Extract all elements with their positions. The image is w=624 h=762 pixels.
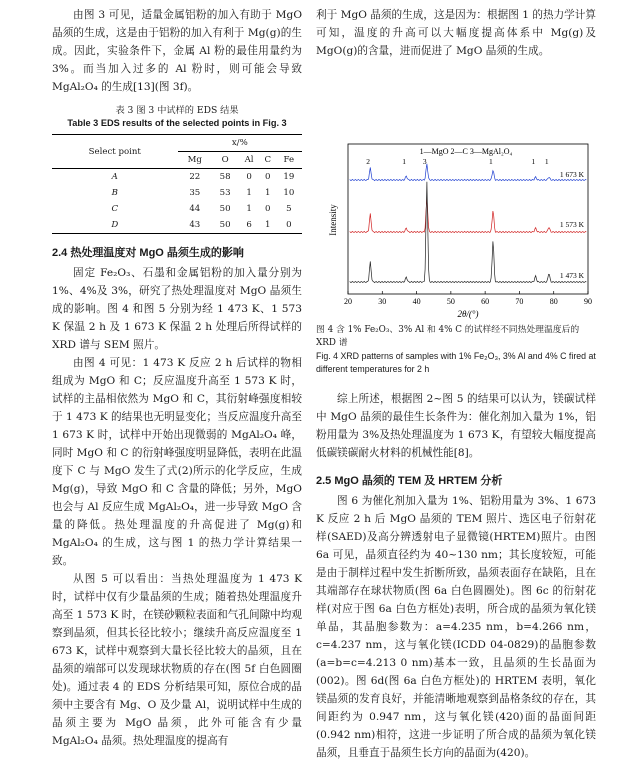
- table-caption-en: Table 3 EDS results of the selected points in Fig. 3: [67, 118, 287, 128]
- x-tick-label: 30: [378, 297, 387, 306]
- cell: 53: [219, 188, 231, 198]
- paragraph: 综上所述，根据图 2~图 5 的结果可以认为，镁碳试样中 MgO 晶须的最佳生长条件为：催化剂加入量为 1%，铝粉用量为 3%及热处理温度为 1 673 K，有望较大幅度提高低碳镁碳耐火材料的机械性能[8]。: [316, 393, 596, 459]
- column-header: Fe: [283, 155, 295, 165]
- table-caption: [52, 104, 302, 130]
- cell: B: [111, 188, 118, 198]
- paragraph: 由图 3 可见，适量金属铝粉的加入有助于 MgO 晶须的生成，这是由于铝粉的加入有利于 Mg(g)的生成。因此，实验条件下，金属 Al 粉的最佳用量约为 3%。而当加入过多的 Al 粉时，则可能会导致 MgAl₂O₄ 的生成[13](图 3f)。: [52, 9, 302, 93]
- table-row: [52, 169, 302, 186]
- x-tick-label: 20: [344, 297, 352, 306]
- x-tick-label: 90: [584, 297, 592, 306]
- paragraph: 由图 4 可见：1 473 K 反应 2 h 后试样的物相组成为 MgO 和 C；反应温度升高至 1 573 K 时，试样的主晶相依然为 MgO 和 C，其衍射峰强度相较于 1 473 K 的结果也无明显变化；当反应温度升高至 1 673 K 时，试样中开始出现微弱的 MgAl₂O₄ 峰，同时 MgO 和 C 的衍射峰强度明显降低，表明在此温度下 C 与 MgO 发生了式(2)所示的化学反应，生成 Mg(g)，导致 MgO 和 C 含量的降低；另外，MgO 也会与 Al 反应生成 MgAl₂O₄，进一步导致 MgO 含量的降低。热处理温度的升高促进了 Mg(g)和 MgAl₂O₄ 的生成，这与图 1 的热力学计算结果一致。: [52, 357, 302, 567]
- x-axis-label: 2θ/(°): [457, 309, 479, 319]
- cell: 0: [238, 169, 260, 186]
- cell: 44: [189, 204, 201, 214]
- cell: 35: [189, 188, 201, 198]
- section-heading: 2.4 热处理温度对 MgO 晶须生成的影响: [52, 247, 244, 259]
- peak-marker: 2: [366, 157, 371, 166]
- xrd-figure: [316, 142, 596, 320]
- paragraph: 固定 Fe₂O₃、石墨和金属铝粉的加入量分别为 1%、4%及 3%，研究了热处理温度对 MgO 晶须生成的影响。图 4 和图 5 分别为经 1 473 K、1 573 K 保温 2 h 及 1 673 K 保温 2 h 处理后所得试样的 XRD 谱与 SEM 照片。: [52, 267, 302, 351]
- column-header: O: [221, 155, 229, 165]
- peak-markers: [366, 157, 549, 166]
- xrd-plot: [316, 142, 596, 320]
- xrd-curves: [350, 164, 587, 283]
- x-ticks: [344, 291, 592, 306]
- table-header-select-point: Select point: [52, 135, 178, 169]
- paragraph: 图 6 为催化剂加入量为 1%、铝粉用量为 3%、1 673 K 反应 2 h 后 MgO 晶须的 TEM 照片、选区电子衍射花样(SAED)及高分辨透射电子显微镜(HRTEM)照片。由图 6a 可见，晶须直径约为 40~130 nm；其长度较短，可能是由于制样过程中发生折断所致，晶须表面存在缺陷，且在其端部存在球状物质(图 6a 白色圆圈处)。图 6c 的衍射花样(对应于图 6a 白色方框处)表明，所合成的晶须为氧化镁单晶，其晶胞参数为：a=4.235 nm，b=4.266 nm，c=4.237 nm，这与氧化镁(ICDD 04-0829)的晶胞参数(a=b=c=4.213 0 nm)基本一致，且晶须的生长晶面为(002)。图 6d(图 6a 白色方框处)的 HRTEM 表明，氧化镁晶须的发育良好，并能清晰地观察到晶格条纹的存在，其间距约为 0.947 nm，这与氧化镁(420)面的晶面间距(0.942 nm)相符，这进一步证明了所合成的晶须为氧化镁晶须，且垂直于晶须生长方向的晶面为(420)。: [316, 495, 596, 759]
- cell: 10: [283, 188, 295, 198]
- figure-caption-en: Fig. 4 XRD patterns of samples with 1% Fe₂O₃, 3% Al and 4% C fired at different temperatures for 2 h: [316, 351, 596, 374]
- cell: A: [52, 169, 178, 186]
- cell: C: [111, 204, 119, 214]
- x-tick-label: 70: [515, 297, 524, 306]
- peak-marker: 1: [489, 157, 493, 166]
- cell: 6: [238, 217, 260, 234]
- xrd-curve: [350, 164, 587, 181]
- curve-label-1573: 1 573 K: [559, 220, 584, 229]
- cell: 1: [246, 188, 252, 198]
- peak-marker: 1: [544, 157, 549, 166]
- cell: 5: [286, 204, 292, 214]
- x-tick-label: 50: [446, 297, 455, 306]
- cell: 43: [178, 217, 212, 234]
- table-row: [52, 217, 302, 234]
- paragraph: 利于 MgO 晶须的生成，这是因为：根据图 1 的热力学计算可知，温度的升高可以大幅度提高体系中 Mg(g)及 MgO(g)的含量，进而促进了 MgO 晶须的生成。: [316, 9, 596, 57]
- legend-text: 1—MgO 2—C 3—MgAl₂O₄: [419, 147, 513, 156]
- table-unit: x/%: [178, 135, 302, 152]
- column-header: Al: [244, 155, 254, 165]
- peak-marker: 1: [531, 157, 536, 166]
- y-axis-label: Intensity: [328, 204, 338, 236]
- x-tick-label: 40: [412, 297, 421, 306]
- cell: 1: [246, 204, 252, 214]
- left-column: [52, 6, 302, 750]
- xrd-curve: [350, 198, 587, 233]
- cell: 50: [219, 204, 231, 214]
- section-heading: 2.5 MgO 晶须的 TEM 及 HRTEM 分析: [316, 475, 503, 487]
- curve-label-1473: 1 473 K: [559, 271, 584, 280]
- peak-marker: 1: [402, 157, 407, 166]
- plot-frame: [348, 144, 588, 294]
- cell: D: [52, 217, 178, 234]
- table-row: [52, 185, 302, 201]
- cell: 50: [212, 217, 238, 234]
- curve-label-1673: 1 673 K: [559, 170, 584, 179]
- paragraph: 从图 5 可以看出：当热处理温度为 1 473 K 时，试样中仅有少量晶须的生成；随着热处理温度升高至 1 573 K 时，在镁砂颗粒表面和气孔间隙中均观察到晶须，但其长径比较小；继续升高反应温度至 1 673 K，试样中观察到大量长径比较大的晶须，且在晶须的端部可以发现球状物质的存在(图 5f 白色圆圈处)。通过表 4 的 EDS 分析结果可知，原位合成的晶须中主要含有 Mg、O 及少量 Al，说明试样中生成的晶须主要为 MgO 晶须，此外可能含有少量 MgAl₂O₄ 晶须。热处理温度的提高有: [52, 573, 302, 747]
- cell: 1: [265, 188, 271, 198]
- x-tick-label: 60: [481, 297, 490, 306]
- figure-caption-cn: 图 4 含 1% Fe₂O₃、3% Al 和 4% C 的试样经不同热处理温度后的 XRD 谱: [316, 325, 580, 348]
- cell: 58: [212, 169, 238, 186]
- cell: 1: [260, 217, 276, 234]
- x-tick-label: 80: [549, 297, 558, 306]
- column-header: Mg: [187, 155, 202, 165]
- eds-table: [52, 134, 302, 234]
- peak-marker: 3: [422, 157, 427, 166]
- right-column: [316, 6, 596, 762]
- table-caption-cn: 表 3 图 3 中试样的 EDS 结果: [115, 105, 239, 116]
- cell: 0: [260, 169, 276, 186]
- figure-caption: [316, 324, 596, 376]
- cell: 19: [276, 169, 302, 186]
- cell: 0: [265, 204, 271, 214]
- table-row: [52, 201, 302, 217]
- column-header: C: [264, 155, 272, 165]
- cell: 22: [178, 169, 212, 186]
- cell: 0: [276, 217, 302, 234]
